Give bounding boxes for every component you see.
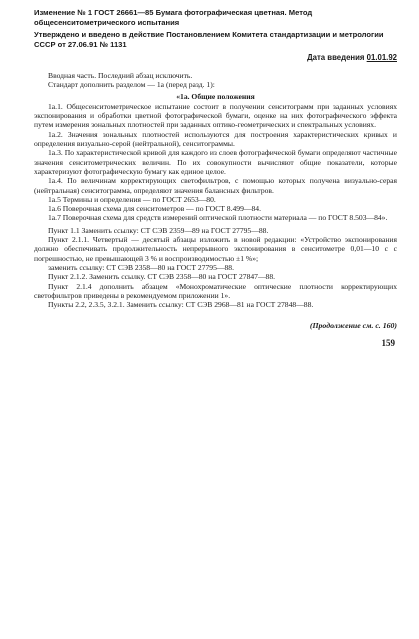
- paragraph-add-section: Стандарт дополнить разделом — 1а (перед разд. 1):: [48, 80, 215, 90]
- paragraph-items-2-2: Пункты 2.2, 2.3.5, 3.2.1. Заменить ссылку: СТ СЭВ 2968—81 на ГОСТ 27848—88.: [48, 300, 314, 310]
- paragraph-intro-remove: Вводная часть. Последний абзац исключить.: [48, 71, 193, 80]
- paragraph-item-2-1-1: Пункт 2.1.1. Четвертый — десятый абзацы изложить в новой редакции: «Устройство экспонирования должно обеспечивать продолжительность непрерывного экспонирования в сенситометре 0,01—10 с с погрешностью, не превышающей 3 % и воспроизводимостью ±1 %»;: [34, 235, 397, 263]
- effective-date-value: 01.01.92: [366, 53, 397, 62]
- continuation-note: (Продолжение см. с. 160): [309, 321, 397, 331]
- paragraph-item-1-1: Пункт 1.1 Заменить ссылку: СТ СЭВ 2359—89 на ГОСТ 27795—88.: [48, 225, 269, 235]
- paragraph-replace-ref: заменить ссылку: СТ СЭВ 2358—80 на ГОСТ 27795—88.: [48, 262, 234, 272]
- paragraph-1a-6: 1а.6 Поверочная схема для сенситометров — по ГОСТ 8.499—84.: [48, 204, 261, 214]
- paragraph-1a-1: 1а.1. Общесенситометрическое испытание состоит в получении сенситограмм при заданных условиях экспонирования и обработки цветной фотографической бумаги, оценке на них фотографического эффекта путем измерения зональных плотностей при заданных оптико-геометрических и спектральных условиях.: [34, 101, 397, 130]
- document-body: [34, 71, 397, 309]
- paragraph-1a-4: 1а.4. По величинам корректирующих светофильтров, с помощью которых получена визуально-серая (нейтральная) сенситограмма, определяют значения балансных фильтров.: [34, 176, 397, 195]
- document-header: [34, 8, 397, 49]
- paragraph-1a-2: 1а.2. Значения зональных плотностей используются для построения характеристических кривых и определения визуально-серой (нейтральной), сенситограммы.: [34, 129, 397, 149]
- section-heading: «1а. Общие положения: [176, 91, 255, 101]
- paragraph-item-2-1-4: Пункт 2.1.4 дополнить абзацем «Монохроматические оптические плотности корректирующих светофильтров приведены в рекомендуемом приложении 1».: [34, 281, 397, 300]
- paragraph-1a-7: 1а.7 Поверочная схема для средств измерений оптической плотности материала — по ГОСТ 8.503—84».: [48, 213, 388, 223]
- effective-date-label: Дата введения: [307, 53, 365, 62]
- effective-date: [34, 53, 397, 62]
- page-number: 159: [381, 338, 395, 349]
- paragraph-1a-5: 1а.5 Термины и определения — по ГОСТ 2653—80.: [48, 194, 216, 204]
- paragraph-item-2-1-2: Пункт 2.1.2. Заменить ссылку. СТ СЭВ 2358—80 на ГОСТ 27847—88.: [48, 272, 276, 282]
- paragraph-1a-3: 1а.3. По характеристической кривой для каждого из слоев фотографической бумаги определяют частичные значения сенситометрических величин. По их совокупности вычисляют общие показатели, которые характеризуют фотографическую бумагу как единое целое.: [34, 148, 397, 176]
- approval-note: Утверждено и введено в действие Постановлением Комитета стандартизации и метрологии СССР от 27.06.91 № 1131: [34, 30, 384, 49]
- amendment-title: Изменение № 1 ГОСТ 26661—85 Бумага фотографическая цветная. Метод общесенситометрического испытания: [34, 8, 313, 27]
